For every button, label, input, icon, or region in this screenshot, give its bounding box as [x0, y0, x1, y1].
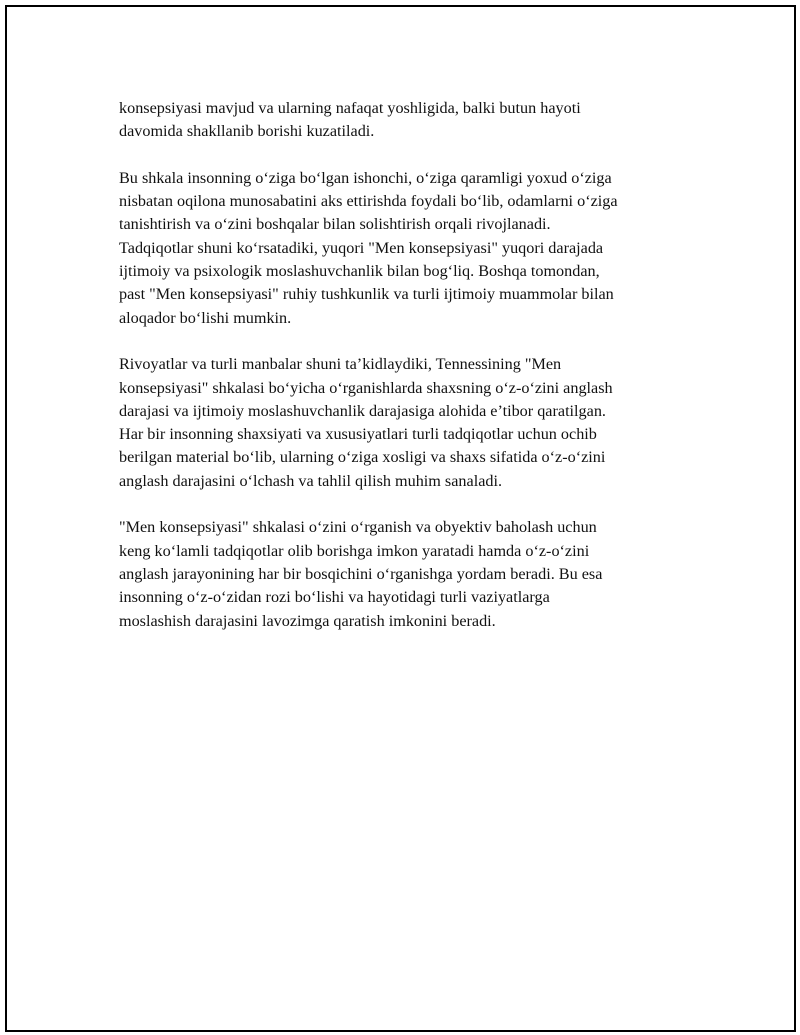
text-line: ijtimoiy va psixologik moslashuvchanlik bilan bog‘liq. Boshqa tomondan, — [119, 262, 600, 281]
text-line: Bu shkala insonning o‘ziga bo‘lgan ishonchi, o‘ziga qaramligi yoxud o‘ziga — [119, 168, 612, 187]
text-line: Rivoyatlar va turli manbalar shuni ta’kidlaydiki, Tennessining "Men — [119, 355, 562, 374]
text-line: berilgan material bo‘lib, ularning o‘ziga xosligi va shaxs sifatida o‘z-o‘zini — [119, 448, 606, 467]
text-line: tanishtirish va o‘zini boshqalar bilan solishtirish orqali rivojlanadi. — [119, 215, 551, 234]
text-line: past "Men konsepsiyasi" ruhiy tushkunlik va turli ijtimoiy muammolar bilan — [119, 285, 614, 304]
text-line: konsepsiyasi mavjud va ularning nafaqat yoshligida, balki butun hayoti — [119, 99, 581, 117]
text-line: aloqador bo‘lishi mumkin. — [119, 308, 292, 327]
text-line: Tadqiqotlar shuni ko‘rsatadiki, yuqori "Men konsepsiyasi" yuqori darajada — [119, 238, 604, 257]
text-line: davomida shakllanib borishi kuzatiladi. — [119, 122, 375, 141]
paragraph-4 — [119, 516, 679, 632]
text-line: keng ko‘lamli tadqiqotlar olib borishga imkon yaratadi hamda o‘z-o‘zini — [119, 541, 590, 560]
text-line: insonning o‘z-o‘zidan rozi bo‘lishi va hayotidagi turli vaziyatlarga — [119, 588, 550, 607]
text-line: Har bir insonning shaxsiyati va xususiyatlari turli tadqiqotlar uchun ochib — [119, 425, 597, 444]
document-body — [119, 97, 679, 656]
paragraph-2 — [119, 167, 679, 330]
paragraph-1 — [119, 97, 679, 144]
text-line: anglash darajasini o‘lchash va tahlil qilish muhim sanaladi. — [119, 471, 503, 490]
text-line: darajasi va ijtimoiy moslashuvchanlik darajasiga alohida e’tibor qaratilgan. — [119, 401, 606, 420]
text-line: anglash jarayonining har bir bosqichini o‘rganishga yordam beradi. Bu esa — [119, 564, 603, 583]
document-page — [5, 5, 796, 1032]
text-line: "Men konsepsiyasi" shkalasi o‘zini o‘rganish va obyektiv baholash uchun — [119, 518, 597, 537]
paragraph-3 — [119, 353, 679, 493]
text-line: konsepsiyasi" shkalasi bo‘yicha o‘rganishlarda shaxsning o‘z-o‘zini anglash — [119, 378, 613, 397]
text-line: nisbatan oqilona munosabatini aks ettirishda foydali bo‘lib, odamlarni o‘ziga — [119, 192, 618, 211]
text-line: moslashish darajasini lavozimga qaratish imkonini beradi. — [119, 611, 496, 630]
